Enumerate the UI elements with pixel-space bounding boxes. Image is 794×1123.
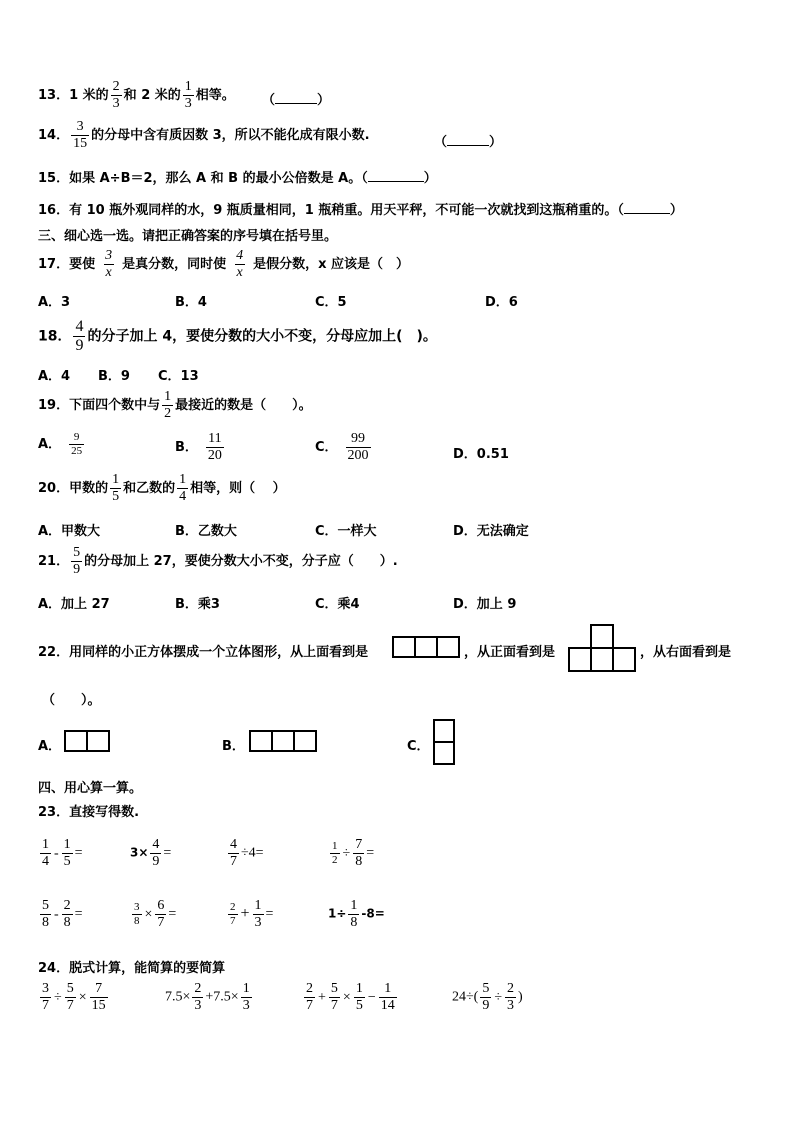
option-a[interactable]: A．4 (38, 369, 71, 384)
fraction: $\frac{9}{25}$ (71, 431, 83, 457)
option-b-figure (249, 730, 317, 752)
text: 是真分数，同时使 (122, 257, 227, 272)
text: 和乙数的 (123, 481, 176, 496)
expression-23-2: 3× $\frac{4}{9}$ = (130, 837, 172, 869)
text: 用同样的小正方体摆成一个立体图形，从上面看到是 (69, 645, 369, 660)
fraction: $\frac{11}{20}$ (207, 431, 222, 463)
expression-24-2: 7.5× $\frac{2}{3}$ +7.5× $\frac{1}{3}$ (165, 981, 250, 1013)
question-24 (38, 957, 225, 976)
text: 的分子加上 4，要使分数的大小不变，分母应加上( )。 (87, 328, 437, 345)
fraction: $\frac{3}{15}$ (73, 119, 88, 151)
option-d[interactable]: D．0.51 (453, 447, 509, 462)
answer-blank-22[interactable]: （ ）。 (42, 693, 101, 708)
option-d[interactable]: D．加上 9 (453, 597, 517, 612)
option-b[interactable]: B． $\frac{11}{20}$ (175, 431, 222, 463)
option-a[interactable]: A．加上 27 (38, 597, 110, 612)
expression-23-1: $\frac{1}{4}$ - $\frac{1}{5}$ = (42, 837, 83, 869)
option-b[interactable]: B．9 (98, 369, 130, 384)
question-18 (38, 319, 437, 354)
option-c[interactable]: C． (407, 739, 430, 754)
question-number: 24． (38, 961, 70, 976)
fraction: $\frac{1}{5}$ (112, 472, 120, 504)
option-c[interactable]: C．5 (315, 295, 347, 310)
answer-blank-13[interactable]: （ ） (262, 93, 331, 108)
question-number: 19． (38, 398, 70, 413)
option-d[interactable]: D．无法确定 (453, 524, 529, 539)
text: 有 10 瓶外观同样的水，9 瓶质量相同，1 瓶稍重。用天平秤，不可能一次就找到这瓶稍重的。 (69, 203, 618, 218)
question-number: 16． (38, 203, 70, 218)
question-20 (38, 473, 286, 504)
fraction: $\frac{4}{9}$ (75, 318, 84, 354)
option-a[interactable]: A． $\frac{9}{25}$ (38, 431, 83, 457)
text: 相等。 (195, 88, 235, 103)
option-c[interactable]: C．乘4 (315, 597, 360, 612)
expression-23-7: $\frac{2}{7}$ + $\frac{1}{3}$ = (230, 898, 274, 930)
question-number: 15． (38, 171, 70, 186)
fraction: $\frac{4}{x}$ (236, 248, 244, 280)
text: ，从正面看到是 (464, 645, 556, 660)
expression-23-3: $\frac{4}{7}$ ÷4= (230, 837, 264, 869)
question-number: 17． (38, 257, 70, 272)
question-19 (38, 390, 312, 421)
question-number: 22． (38, 645, 70, 660)
option-c[interactable]: C．13 (158, 369, 199, 384)
option-b[interactable]: B．乘3 (175, 597, 220, 612)
option-b[interactable]: B．4 (175, 295, 207, 310)
fraction: $\frac{99}{200}$ (347, 431, 369, 463)
expression-24-1: $\frac{3}{7}$ ÷ $\frac{5}{7}$ × $\frac{7}{15}$ (42, 981, 106, 1013)
answer-blank-14[interactable]: （ ） (434, 135, 503, 150)
answer-blank-15[interactable]: （ ） (361, 171, 437, 186)
option-b[interactable]: B． (222, 739, 245, 754)
option-d[interactable]: D．6 (485, 295, 518, 310)
question-23 (38, 801, 139, 820)
text: 最接近的数是（ ）。 (175, 398, 312, 413)
text: 的分母加上 27，要使分数大小不变，分子应（ ）. (84, 554, 398, 569)
question-number: 23． (38, 805, 70, 820)
section-heading-4: 四、用心算一算。 (38, 781, 143, 796)
expression-23-8: 1÷ $\frac{1}{8}$ -8= (328, 898, 385, 930)
question-14 (38, 120, 370, 151)
option-c[interactable]: C． $\frac{99}{200}$ (315, 431, 369, 463)
question-number: 13． (38, 88, 70, 103)
text: 下面四个数中与 (69, 398, 161, 413)
question-13 (38, 80, 235, 111)
text: 和 2 米的 (123, 88, 181, 103)
option-c[interactable]: C．一样大 (315, 524, 377, 539)
fraction: $\frac{1}{4}$ (179, 472, 187, 504)
question-number: 21． (38, 554, 70, 569)
fraction: $\frac{1}{3}$ (184, 79, 192, 111)
text: 甲数的 (69, 481, 109, 496)
question-17 (38, 249, 409, 280)
text: 直接写得数. (69, 805, 140, 820)
text: ，从右面看到是 (640, 645, 732, 660)
text: 1 米的 (69, 88, 109, 103)
fraction: $\frac{3}{x}$ (105, 248, 113, 280)
answer-blank-16[interactable]: （ ） (617, 203, 683, 218)
option-a[interactable]: A．甲数大 (38, 524, 101, 539)
text: 是假分数，x 应该是（ ） (253, 257, 410, 272)
option-a[interactable]: A． (38, 739, 62, 754)
question-number: 18． (38, 328, 72, 345)
fraction: $\frac{2}{3}$ (112, 79, 120, 111)
expression-24-4: 24÷( $\frac{5}{9}$ ÷ $\frac{2}{3}$ ) (452, 981, 523, 1013)
top-view-figure (392, 636, 460, 658)
question-16 (38, 199, 683, 218)
question-15 (38, 167, 437, 186)
expression-23-6: $\frac{3}{8}$ × $\frac{6}{7}$ = (134, 898, 177, 930)
question-22 (38, 641, 368, 660)
text: 脱式计算，能简算的要简算 (69, 961, 226, 976)
text: 要使 (69, 257, 96, 272)
text: 的分母中含有质因数 3，所以不能化成有限小数. (91, 128, 370, 143)
fraction: $\frac{5}{9}$ (73, 545, 81, 577)
section-heading-3: 三、细心选一选。请把正确答案的序号填在括号里。 (38, 229, 338, 244)
front-view-figure (568, 624, 638, 672)
fraction: $\frac{1}{2}$ (164, 389, 172, 421)
expression-23-5: $\frac{5}{8}$ - $\frac{2}{8}$ = (42, 898, 83, 930)
text: 相等，则（ ） (190, 481, 286, 496)
option-b[interactable]: B．乙数大 (175, 524, 237, 539)
expression-23-4: $\frac{1}{2}$ ÷ $\frac{7}{8}$ = (332, 837, 375, 869)
question-number: 20． (38, 481, 70, 496)
expression-24-3: $\frac{2}{7}$ + $\frac{5}{7}$ × $\frac{1}{5}$ − $\frac{1}{14}$ (306, 981, 395, 1013)
option-c-figure (433, 719, 455, 765)
question-21 (38, 546, 398, 577)
question-number: 14． (38, 128, 70, 143)
option-a-figure (64, 730, 110, 752)
option-a[interactable]: A．3 (38, 295, 71, 310)
text: 如果 A÷B＝2，那么 A 和 B 的最小公倍数是 A。 (69, 171, 362, 186)
